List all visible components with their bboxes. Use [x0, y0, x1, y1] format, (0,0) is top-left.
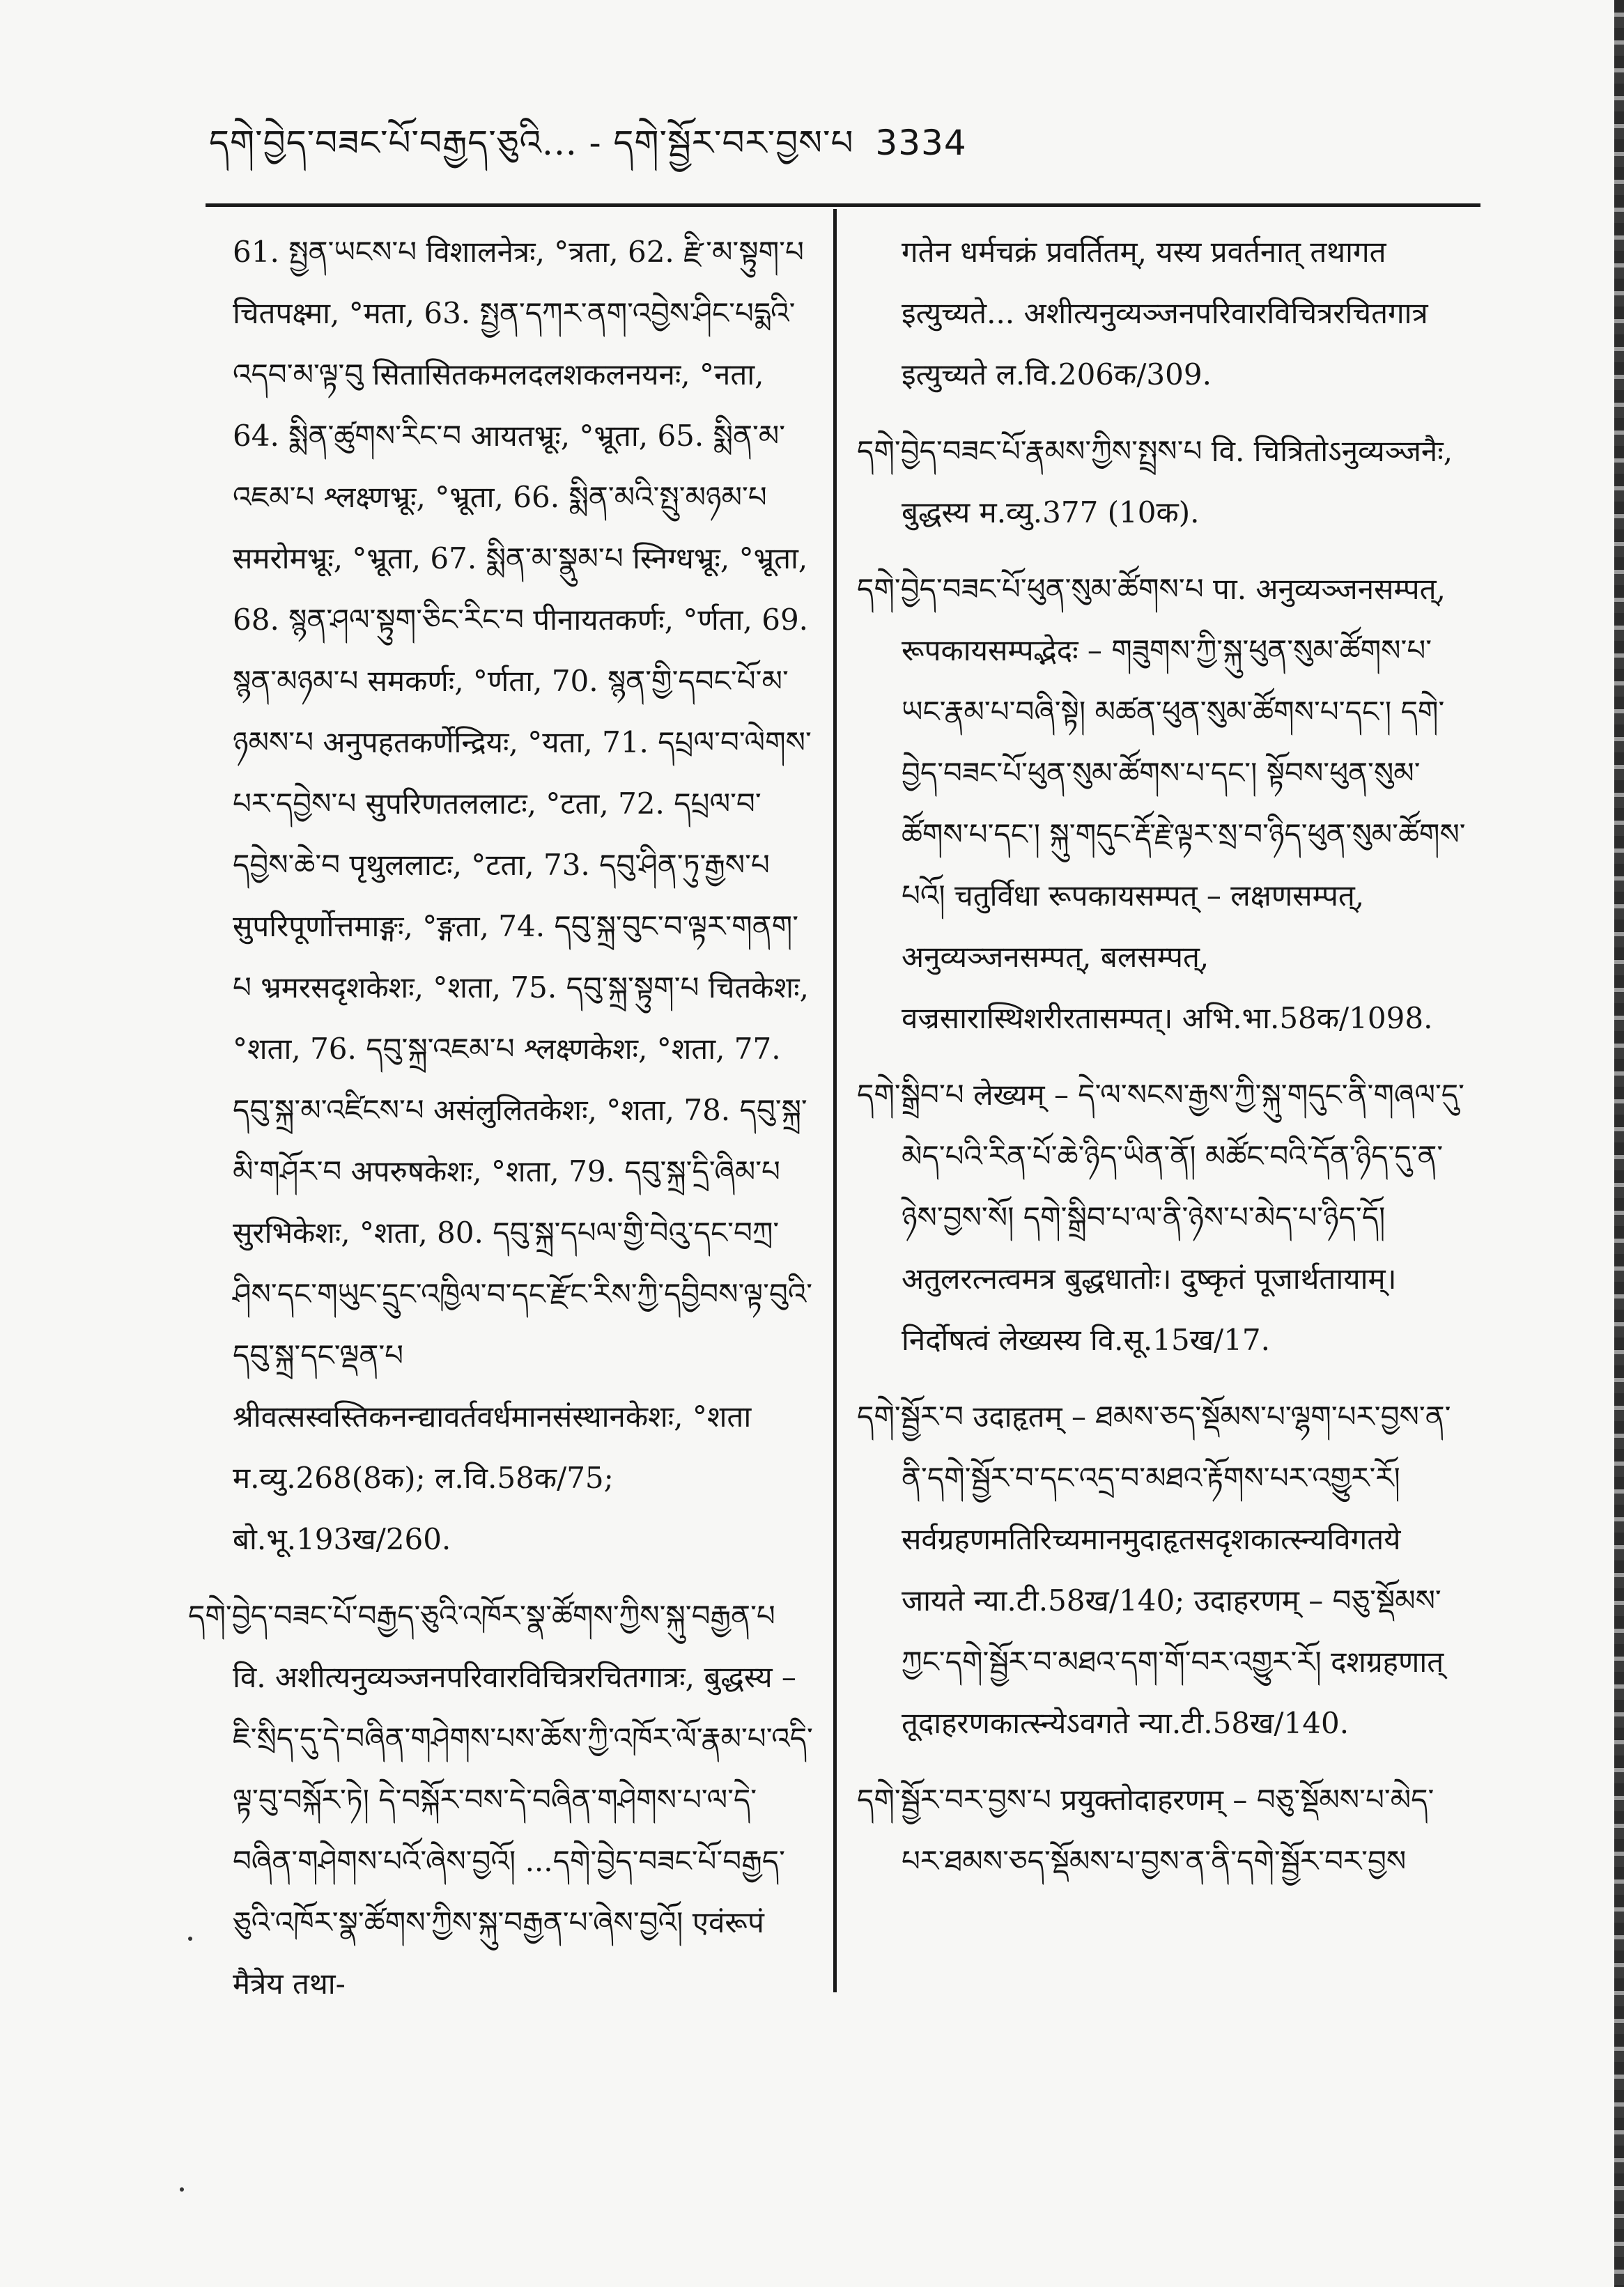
page-number: 3334	[875, 123, 967, 163]
scan-edge-shadow	[1614, 0, 1624, 2287]
entry-continuation: 61. སྤྱན་ཡངས་པ विशालनेत्रः, °त्रता, 62. རྫི་མ་སྟུག་པ चितपक्ष्मा, °मता, 63. སྤྱན་དཀར་ནག་འབྱེས་ཤིང་པདྨའི་འདབ་མ་ལྟ་བུ सितासितकमलदलशकलनयनः, °नता, 64. སྨིན་ཚུགས་རིང་བ आयतभ्रूः, °भ्रूता, 65. སྨིན་མ་འཇམ་པ श्लक्ष्णभ्रूः, °भ्रूता, 66. སྨིན་མའི་སྤུ་མཉམ་པ समरोमभ्रूः, °भ्रूता, 67. སྨིན་མ་སྣུམ་པ स्निग्धभ्रूः, °भ्रूता, 68. སྙན་ཤལ་སྟུག་ཅིང་རིང་བ पीनायतकर्णः, °र्णता, 69. སྙན་མཉམ་པ समकर्णः, °र्णता, 70. སྙན་གྱི་དབང་པོ་མ་ཉམས་པ अनुपहतकर्णेन्द्रियः, °यता, 71. དཔྲལ་བ་ལེགས་པར་དབྱེས་པ सुपरिणतललाटः, °टता, 72. དཔྲལ་བ་དབྱེས་ཆེ་བ पृथुललाटः, °टता, 73. དབུ་ཤིན་ཏུ་རྒྱས་པ सुपरिपूर्णोत्तमाङ्गः, °ङ्गता, 74. དབུ་སྐྲ་བུང་བ་ལྟར་གནག་པ भ्रमरसदृशकेशः, °शता, 75. དབུ་སྐྲ་སྟུག་པ चितकेशः, °शता, 76. དབུ་སྐྲ་འཇམ་པ श्लक्ष्णकेशः, °शता, 77. དབུ་སྐྲ་མ་འཛིངས་པ असंलुलितकेशः, °शता, 78. དབུ་སྐྲ་མི་གཤོར་བ अपरुषकेशः, °शता, 79. དབུ་སྐྲ་དྲི་ཞིམ་པ सुरभिकेशः, °शता, 80. དབུ་སྐྲ་དཔལ་གྱི་བེའུ་དང་བཀྲ་ཤིས་དང་གཡུང་དྲུང་འཁྱིལ་བ་དང་རྫོང་རིས་ཀྱི་དབྱིབས་ལྟ་བུའི་དབུ་སྐྲ་དང་ལྡན་པ श्रीवत्सस्वस्तिकनन्द्यावर्तवर्धमानसंस्थानकेशः, °शता म.व्यु.268(8क); ल.वि.58क/75; बो.भू.193ख/260.	[233, 235, 813, 1556]
dictionary-entry: དགེ་བྱེད་བཟང་པོ་བརྒྱད་ཅུའི་འཁོར་སྣ་ཚོགས་ཀྱིས་སྐུ་བརྒྱན་པ वि. अशीत्यनुव्यञ्जनपरिवारविचित्ररचितगात्रः, बुद्धस्य – ཇི་སྲིད་དུ་དེ་བཞིན་གཤེགས་པས་ཆོས་ཀྱི་འཁོར་ལོ་རྣམ་པ་འདི་ལྟ་བུ་བསྐོར་ཏེ། དེ་བསྐོར་བས་དེ་བཞིན་གཤེགས་པ་ལ་དེ་བཞིན་གཤེགས་པའོ་ཞེས་བྱའོ། ...དགེ་བྱེད་བཟང་པོ་བརྒྱད་ཅུའི་འཁོར་སྣ་ཚོགས་ཀྱིས་སྐུ་བརྒྱན་པ་ཞེས་བྱའོ། एवंरूपं मैत्रेय तथा-	[188, 1599, 813, 2001]
dictionary-entry: དགེ་བྱེད་བཟང་པོ་ཕུན་སུམ་ཚོགས་པ पा. अनुव्यञ्जनसम्पत्, रूपकायसम्पद्भेदः – གཟུགས་ཀྱི་སྐུ་ཕུན་སུམ་ཚོགས་པ་ཡང་རྣམ་པ་བཞི་སྟེ། མཚན་ཕུན་སུམ་ཚོགས་པ་དང་། དགེ་བྱེད་བཟང་པོ་ཕུན་སུམ་ཚོགས་པ་དང་། སྟོབས་ཕུན་སུམ་ཚོགས་པ་དང་། སྐུ་གདུང་རྡོ་རྗེ་ལྟར་སྲ་བ་ཉིད་ཕུན་སུམ་ཚོགས་པའོ། चतुर्विधा रूपकायसम्पत् – लक्षणसम्पत्, अनुव्यञ्जनसम्पत्, बलसम्पत्, वज्रसारास्थिशरीरतासम्पत्। अभि.भा.58क/1098.	[857, 572, 1466, 1035]
dictionary-entry: དགེ་སྦྱོར་བ उदाहृतम् – ཐམས་ཅད་སྡོམས་པ་ལྷག་པར་བྱས་ན་ནི་དགེ་སྦྱོར་བ་དང་འདྲ་བ་མཐའ་རྟོགས་པར་འགྱུར་རོ། सर्वग्रहणमतिरिच्यमानमुदाहृतसदृशकात्स्न्यविगतये जायते न्या.टी.58ख/140; उदाहरणम् – བཅུ་སྡོམས་ཀྱང་དགེ་སྦྱོར་བ་མཐའ་དག་གོ་བར་འགྱུར་རོ། दशग्रहणात् तूदाहरणकात्स्न्येऽवगते न्या.टी.58ख/140.	[857, 1400, 1451, 1740]
right-column	[857, 222, 1470, 1907]
page-header	[209, 104, 967, 202]
scan-speck	[180, 2187, 184, 2192]
entry-continuation: गतेन धर्मचक्रं प्रवर्तितम्, यस्य प्रवर्तनात् तथागत इत्युच्यते... अशीत्यनुव्यञ्जनपरिवारविचित्ररचितगात्र इत्युच्यते ल.वि.206क/309.	[902, 235, 1428, 391]
dictionary-entry: དགེ་བྱེད་བཟང་པོ་རྣམས་ཀྱིས་སྤྲས་པ वि. चित्रितोऽनुव्यञ्जनैः, बुद्धस्य म.व्यु.377 (10क).	[857, 434, 1453, 529]
column-divider	[833, 209, 837, 1992]
running-title: དགེ་བྱེད་བཟང་པོ་བརྒྱད་ཅུའི... - དགེ་སྦྱོར་བར་བྱས་པ	[209, 123, 854, 163]
dictionary-entry: དགེ་སྒྲིབ་པ लेख्यम् – དེ་ལ་སངས་རྒྱས་ཀྱི་སྐུ་གདུང་ནི་གཞལ་དུ་མེད་པའི་རིན་པོ་ཆེ་ཉིད་ཡིན་ནོ། མཚོང་བའི་དོན་ཉིད་དུ་ན་ཉེས་བྱས་སོ། དགེ་སྒྲིབ་པ་ལ་ནི་ཉེས་པ་མེད་པ་ཉིད་དོ། अतुलरत्नत्वमत्र बुद्धधातोः। दुष्कृतं पूजार्थतायाम्। निर्दोषत्वं लेख्यस्य वि.सू.15ख/17.	[857, 1078, 1464, 1357]
left-column	[188, 222, 815, 2030]
dictionary-entry: དགེ་སྦྱོར་བར་བྱས་པ प्रयुक्तोदाहरणम् – བཅུ་སྡོམས་པ་མེད་པར་ཐམས་ཅད་སྡོམས་པ་བྱས་ན་ནི་དགེ་སྦྱོར་བར་བྱས	[857, 1783, 1434, 1878]
header-rule	[206, 203, 1480, 207]
